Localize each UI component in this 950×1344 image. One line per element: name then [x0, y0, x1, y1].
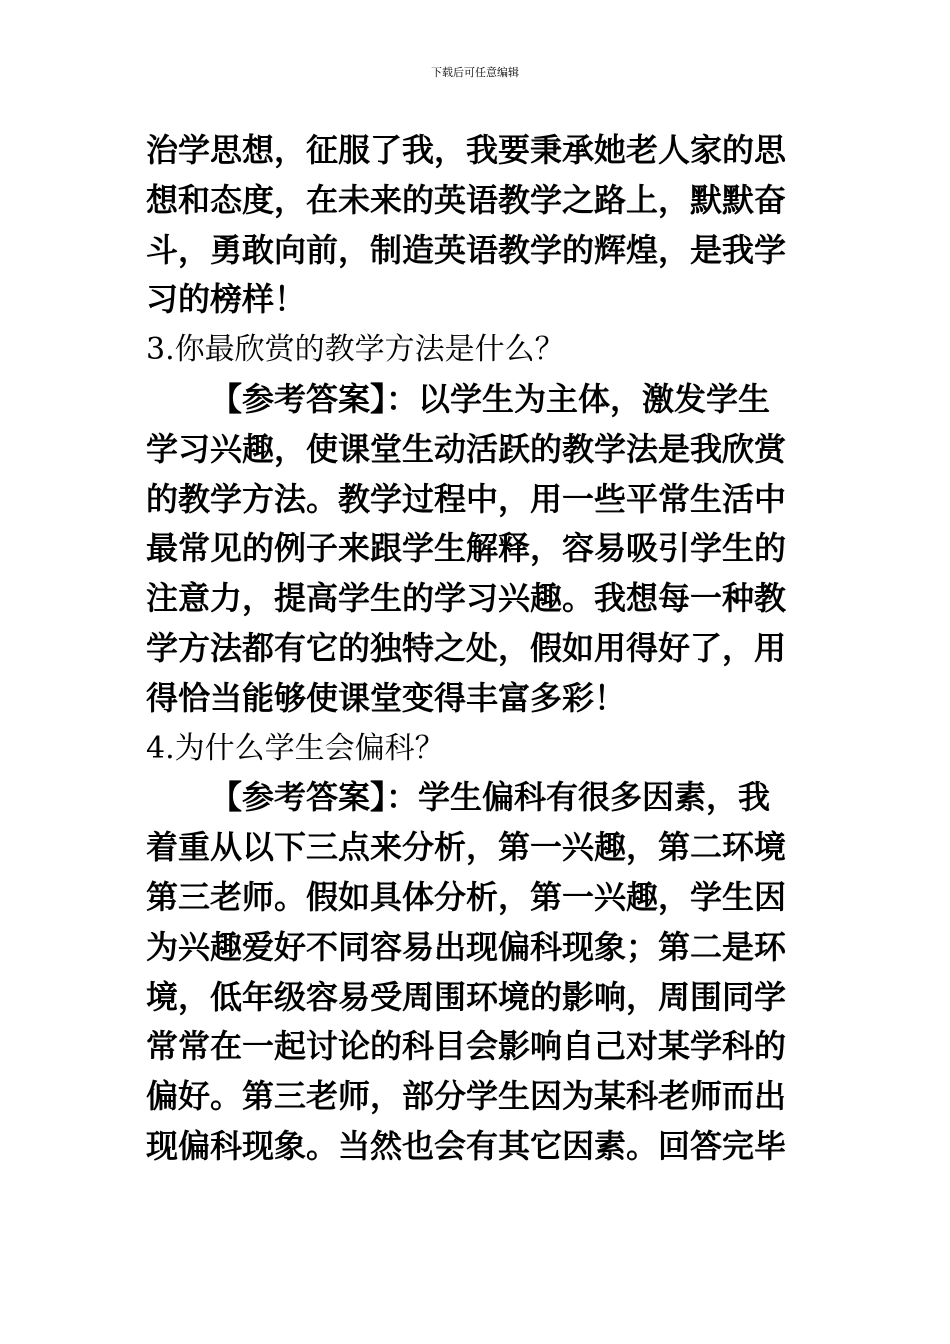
- text-line: 第三老师。假如具体分析，第一兴趣，学生因: [146, 877, 787, 916]
- text-line: 为兴趣爱好不同容易出现偏科现象；第二是环: [146, 927, 787, 966]
- text-line: 境，低年级容易受周围环境的影响，周围同学: [146, 977, 787, 1016]
- text-line: 想和态度，在未来的英语教学之路上，默默奋: [146, 180, 787, 219]
- text-line: 偏好。第三老师，部分学生因为某科老师而出: [146, 1077, 787, 1116]
- answer-first-line: 【参考答案】：学生偏科有很多因素，我: [210, 778, 771, 817]
- text-line: 注意力，提高学生的学习兴趣。我想每一种教: [146, 579, 787, 618]
- text-line: 斗，勇敢向前，制造英语教学的辉煌，是我学: [146, 230, 787, 269]
- text-line: 现偏科现象。当然也会有其它因素。回答完毕: [146, 1126, 787, 1165]
- page-header: 下载后可任意编辑: [431, 66, 519, 79]
- question-heading: 4.为什么学生会偏科？: [146, 730, 445, 766]
- text-line: 治学思想，征服了我，我要秉承她老人家的思: [146, 131, 787, 169]
- question-heading: 3.你最欣赏的教学方法是什么？: [146, 332, 565, 368]
- text-line: 得恰当能够使课堂变得丰富多彩！: [146, 678, 627, 717]
- text-line: 学习兴趣，使课堂生动活跃的教学法是我欣赏: [146, 429, 787, 468]
- document-body: [146, 126, 806, 1172]
- text-line: 习的榜样！: [146, 280, 307, 319]
- text-line: 学方法都有它的独特之处，假如用得好了，用: [146, 628, 787, 667]
- text-line: 的教学方法。教学过程中，用一些平常生活中: [146, 479, 787, 518]
- text-line: 常常在一起讨论的科目会影响自己对某学科的: [146, 1027, 787, 1066]
- text-line: 最常见的例子来跟学生解释，容易吸引学生的: [146, 529, 787, 568]
- answer-first-line: 【参考答案】：以学生为主体，激发学生: [210, 379, 771, 418]
- text-line: 着重从以下三点来分析，第一兴趣，第二环境: [146, 828, 787, 867]
